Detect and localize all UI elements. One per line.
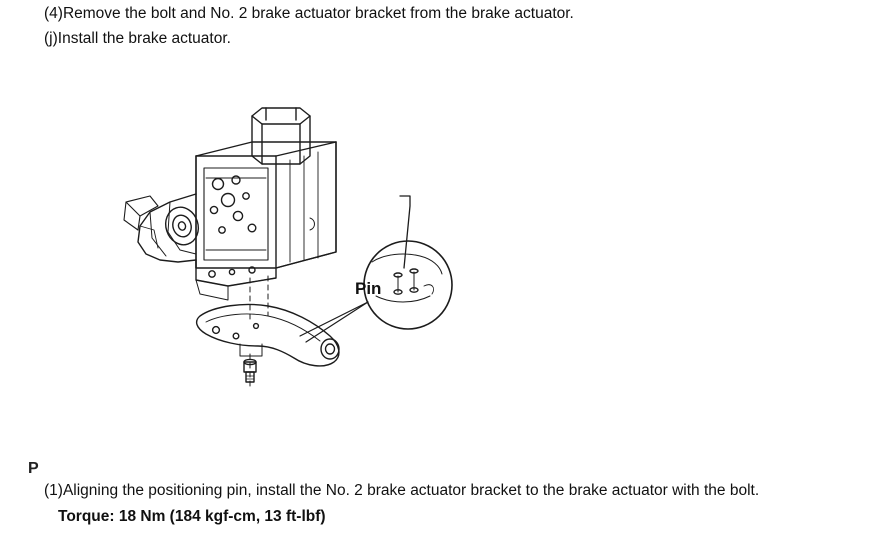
figure-line-drawing	[0, 90, 874, 420]
instruction-line-remove-bolt: (4)Remove the bolt and No. 2 brake actuator bracket from the brake actuator.	[44, 5, 574, 22]
instruction-line-aligning-pin: (1)Aligning the positioning pin, install the No. 2 brake actuator bracket to the brake actuator with the bolt.	[44, 482, 760, 499]
instruction-line-install-actuator: (j)Install the brake actuator.	[44, 30, 231, 47]
callout-label-pin: Pin	[355, 279, 382, 298]
actuator-assembly-figure	[0, 90, 874, 477]
margin-mark: P	[28, 460, 39, 477]
torque-specification: Torque: 18 Nm (184 kgf-cm, 13 ft-lbf)	[58, 508, 326, 525]
